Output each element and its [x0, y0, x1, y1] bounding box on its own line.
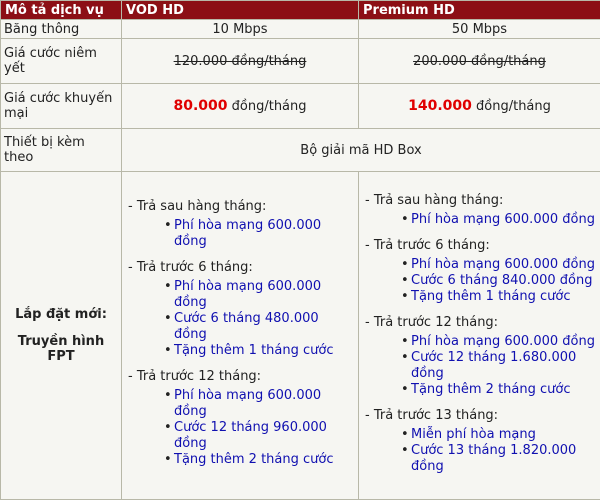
plan-item: • Tặng thêm 1 tháng cước [164, 343, 354, 359]
install-label-line1: Lắp đặt mới: [15, 307, 107, 322]
plan-item: • Tặng thêm 1 tháng cước [401, 289, 596, 305]
device-row [1, 129, 600, 172]
plan-item: • Phí hòa mạng 600.000 đồng [401, 212, 596, 228]
plan-item: • Cước 13 tháng 1.820.000 đồng [401, 443, 596, 475]
plan-item-list [128, 218, 354, 250]
list-price-label: Giá cước niêm yết [1, 39, 122, 84]
plan-item: • Phí hòa mạng 600.000 đồng [401, 334, 596, 350]
promo-price-vod-amount: 80.000 [173, 98, 228, 114]
promo-price-premium-amount: 140.000 [408, 98, 472, 114]
plan-item: • Tặng thêm 2 tháng cước [401, 382, 596, 398]
header-vod-hd: VOD HD [122, 1, 359, 20]
list-price-vod: 120.000 đồng/tháng [173, 53, 307, 69]
plan-item: • Tặng thêm 2 tháng cước [164, 452, 354, 468]
plan-item: • Phí hòa mạng 600.000 đồng [401, 257, 596, 273]
bandwidth-row [1, 20, 600, 39]
promo-price-label: Giá cước khuyến mại [1, 84, 122, 129]
plan-section-title: - Trả trước 12 tháng: [365, 314, 499, 330]
list-price-row [1, 39, 600, 84]
bandwidth-label: Băng thông [1, 20, 122, 39]
plan-item-list [365, 427, 596, 475]
plan-item: • Phí hòa mạng 600.000 đồng [164, 279, 354, 311]
plan-section-title: - Trả trước 12 tháng: [128, 369, 262, 384]
plan-item-list [365, 212, 596, 228]
plan-item: • Cước 6 tháng 840.000 đồng [401, 273, 596, 289]
bandwidth-vod: 10 Mbps [122, 20, 359, 39]
promo-price-unit: đồng/tháng [476, 99, 551, 114]
promo-price-unit: đồng/tháng [231, 99, 307, 114]
plan-item: • Phí hòa mạng 600.000 đồng [164, 388, 354, 420]
plan-item-list [128, 388, 354, 468]
header-description: Mô tả dịch vụ [1, 1, 122, 20]
install-label-line2: Truyền hình FPT [17, 334, 105, 364]
list-price-premium: 200.000 đồng/tháng [413, 53, 546, 69]
header-row [1, 1, 600, 20]
install-row [1, 172, 600, 500]
header-premium-hd: Premium HD [359, 1, 600, 20]
plan-item-list [365, 257, 596, 305]
plan-item-list [128, 279, 354, 359]
plan-section-title: - Trả sau hàng tháng: [365, 192, 504, 208]
device-label: Thiết bị kèm theo [1, 129, 122, 172]
plan-item-list [365, 334, 596, 398]
bandwidth-premium: 50 Mbps [359, 20, 600, 39]
plan-item: • Cước 6 tháng 480.000 đồng [164, 311, 354, 343]
install-label [1, 172, 122, 500]
plan-section-title: - Trả trước 6 tháng: [128, 260, 253, 275]
install-premium-plans [359, 172, 600, 500]
plan-item: • Cước 12 tháng 960.000 đồng [164, 420, 354, 452]
plan-item: • Miễn phí hòa mạng [401, 427, 596, 443]
device-value: Bộ giải mã HD Box [122, 129, 600, 172]
promo-price-row [1, 84, 600, 129]
plan-section-title: - Trả sau hàng tháng: [128, 199, 267, 214]
plan-section-title: - Trả trước 13 tháng: [365, 407, 499, 423]
plan-section-title: - Trả trước 6 tháng: [365, 237, 490, 253]
install-vod-plans [122, 172, 359, 500]
plan-item: • Cước 12 tháng 1.680.000 đồng [401, 350, 596, 382]
plan-item: • Phí hòa mạng 600.000 đồng [164, 218, 354, 250]
